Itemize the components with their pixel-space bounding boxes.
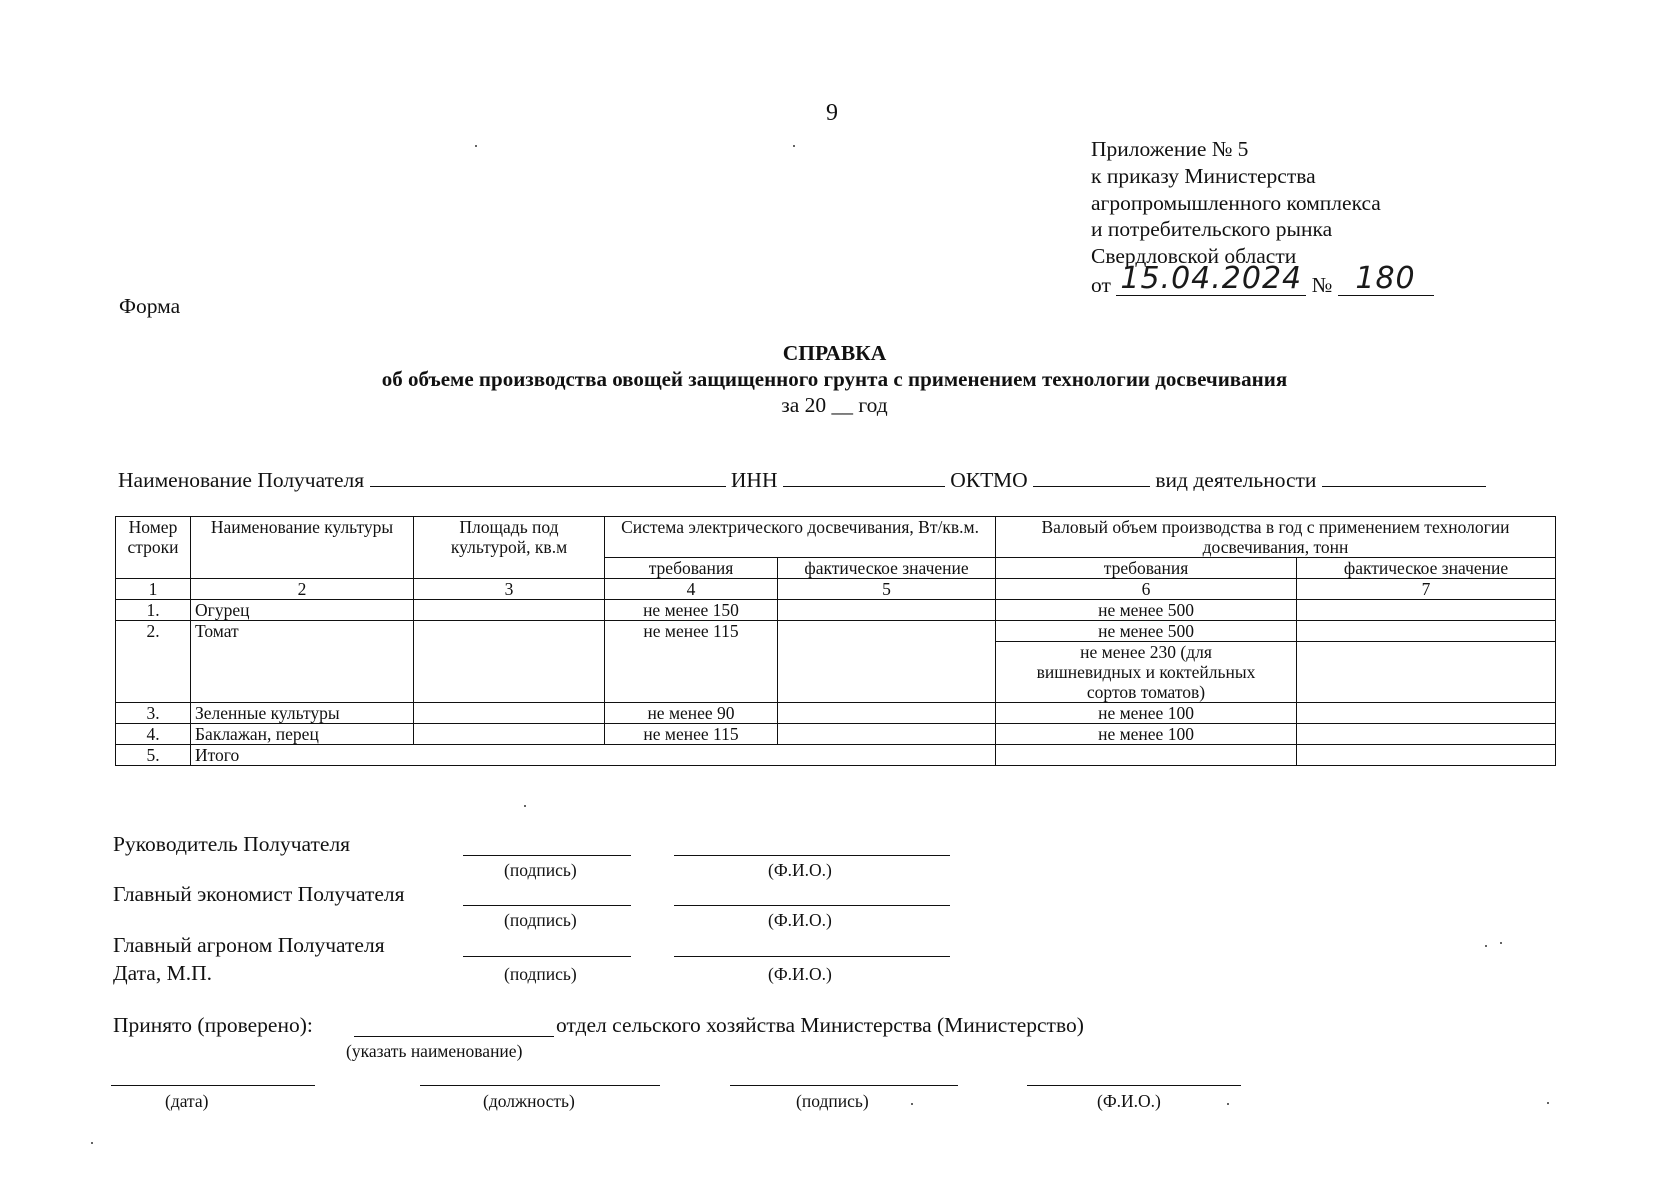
economist-label: Главный экономист Получателя — [113, 882, 405, 906]
output-actual-cell[interactable] — [1297, 703, 1556, 724]
output-requirement: не менее 100 — [996, 703, 1297, 724]
output-requirement: не менее 100 — [996, 724, 1297, 745]
column-number: 5 — [778, 579, 996, 600]
column-numbers-row — [116, 579, 1556, 600]
area-cell[interactable] — [414, 703, 605, 724]
header-lighting-system: Система электрического досвечивания, Вт/кв.м. — [605, 517, 996, 558]
header-light-requirements: требования — [605, 558, 778, 579]
department-text: отдел сельского хозяйства Министерства (Министерство) — [556, 1013, 1084, 1037]
crop-name: Зеленные культуры — [191, 703, 414, 724]
scan-speck — [524, 805, 526, 807]
accepted-fio-line[interactable] — [1027, 1085, 1241, 1086]
scan-speck — [1547, 1102, 1549, 1104]
appendix-line: Свердловской области — [1091, 244, 1297, 269]
data-table — [115, 516, 1556, 766]
total-output-actual-cell[interactable] — [1297, 745, 1556, 766]
row-number: 4. — [116, 724, 191, 745]
output-actual-cell[interactable] — [1297, 621, 1556, 642]
title-subtitle: об объеме производства овощей защищенного грунта с применением технологии досвечивания — [381, 367, 1288, 391]
recipient-name-blank — [370, 466, 726, 487]
column-number: 2 — [191, 579, 414, 600]
fio-caption: (Ф.И.О.) — [1097, 1091, 1161, 1111]
appendix-block — [1091, 136, 1434, 300]
inn-label: ИНН — [730, 468, 778, 492]
position-caption: (должность) — [483, 1091, 575, 1111]
crop-name: Баклажан, перец — [191, 724, 414, 745]
table-header-row — [116, 517, 1556, 558]
light-actual-cell[interactable] — [778, 621, 996, 703]
header-output-actual: фактическое значение — [1297, 558, 1556, 579]
table-row — [116, 745, 1556, 766]
fio-caption: (Ф.И.О.) — [768, 860, 832, 880]
from-label: от — [1091, 272, 1111, 297]
total-label: Итого — [191, 745, 996, 766]
head-signature-line[interactable] — [463, 855, 631, 856]
scan-speck — [793, 145, 795, 147]
header-area: Площадь под культурой, кв.м — [414, 517, 605, 579]
signature-caption: (подпись) — [504, 964, 577, 984]
appendix-line: и потребительского рынка — [1091, 217, 1333, 242]
recipient-name-label: Наименование Получателя — [118, 468, 365, 492]
appendix-line: к приказу Министерства — [1091, 163, 1316, 188]
oktmo-blank — [1033, 466, 1150, 487]
date-stamp-label: Дата, М.П. — [113, 961, 212, 985]
column-number: 6 — [996, 579, 1297, 600]
signature-caption: (подпись) — [796, 1091, 869, 1111]
signature-caption: (подпись) — [504, 910, 577, 930]
area-cell[interactable] — [414, 600, 605, 621]
accepted-name-line[interactable] — [354, 1036, 554, 1037]
light-requirement: не менее 115 — [605, 621, 778, 703]
title-heading: СПРАВКА — [782, 341, 887, 365]
date-caption: (дата) — [165, 1091, 209, 1111]
fio-caption: (Ф.И.О.) — [768, 910, 832, 930]
scan-speck — [91, 1142, 93, 1144]
agronomist-signature-line[interactable] — [463, 956, 631, 957]
light-requirement: не менее 90 — [605, 703, 778, 724]
accepted-label: Принято (проверено): — [113, 1013, 313, 1037]
order-date-line — [1091, 260, 1434, 300]
appendix-line: агропромышленного комплекса — [1091, 190, 1381, 215]
scan-speck — [911, 1103, 913, 1105]
head-label: Руководитель Получателя — [113, 832, 351, 856]
light-actual-cell[interactable] — [778, 724, 996, 745]
economist-signature-line[interactable] — [463, 905, 631, 906]
row-number: 5. — [116, 745, 191, 766]
column-number: 1 — [116, 579, 191, 600]
accepted-position-line[interactable] — [420, 1085, 660, 1086]
header-row-number: Номер строки — [116, 517, 191, 579]
handwritten-number: 180 — [1355, 260, 1416, 296]
number-label: № — [1311, 272, 1333, 297]
scan-speck — [1485, 945, 1487, 947]
fio-caption: (Ф.И.О.) — [768, 964, 832, 984]
header-gross-output: Валовый объем производства в год с применением технологии досвечивания, тонн — [996, 517, 1556, 558]
table-row — [116, 600, 1556, 621]
area-cell[interactable] — [414, 621, 605, 703]
activity-label: вид деятельности — [1155, 468, 1317, 492]
economist-fio-line[interactable] — [674, 905, 950, 906]
column-number: 7 — [1297, 579, 1556, 600]
name-hint: (указать наименование) — [346, 1041, 523, 1061]
crop-name: Огурец — [191, 600, 414, 621]
header-light-actual: фактическое значение — [778, 558, 996, 579]
output-requirement: не менее 500 — [996, 600, 1297, 621]
table-row — [116, 621, 1556, 642]
total-output-requirement-cell[interactable] — [996, 745, 1297, 766]
output-requirement-cherry: не менее 230 (для вишневидных и коктейльных сортов томатов) — [996, 642, 1297, 703]
scan-speck — [1500, 942, 1502, 944]
light-requirement: не менее 115 — [605, 724, 778, 745]
agronomist-fio-line[interactable] — [674, 956, 950, 957]
scan-speck — [1227, 1103, 1229, 1105]
row-number: 1. — [116, 600, 191, 621]
header-output-requirements: требования — [996, 558, 1297, 579]
table-row — [116, 703, 1556, 724]
output-actual-cell[interactable] — [1297, 600, 1556, 621]
row-number: 2. — [116, 621, 191, 703]
order-date-field — [1116, 260, 1306, 296]
output-requirement: не менее 500 — [996, 621, 1297, 642]
appendix-line: Приложение № 5 — [1091, 137, 1249, 161]
column-number: 3 — [414, 579, 605, 600]
page-number: 9 — [826, 100, 838, 126]
scan-speck — [475, 145, 477, 147]
light-requirement: не менее 150 — [605, 600, 778, 621]
document-title — [0, 340, 1669, 418]
light-actual-cell[interactable] — [778, 703, 996, 724]
signature-caption: (подпись) — [504, 860, 577, 880]
activity-blank — [1322, 466, 1486, 487]
title-period: за 20 __ год — [781, 393, 888, 417]
form-label: Форма — [119, 294, 181, 318]
accepted-date-line[interactable] — [111, 1085, 315, 1086]
column-number: 4 — [605, 579, 778, 600]
accepted-signature-line[interactable] — [730, 1085, 958, 1086]
agronomist-label: Главный агроном Получателя — [113, 933, 385, 957]
output-actual-cell[interactable] — [1297, 724, 1556, 745]
recipient-line — [118, 466, 1486, 493]
order-number-field — [1338, 260, 1434, 296]
table-row — [116, 724, 1556, 745]
area-cell[interactable] — [414, 724, 605, 745]
output-actual-cell[interactable] — [1297, 642, 1556, 703]
row-number: 3. — [116, 703, 191, 724]
head-fio-line[interactable] — [674, 855, 950, 856]
header-crop-name: Наименование культуры — [191, 517, 414, 579]
crop-name: Томат — [191, 621, 414, 703]
oktmo-label: ОКТМО — [950, 468, 1028, 492]
handwritten-date: 15.04.2024 — [1120, 260, 1303, 296]
light-actual-cell[interactable] — [778, 600, 996, 621]
inn-blank — [783, 466, 945, 487]
